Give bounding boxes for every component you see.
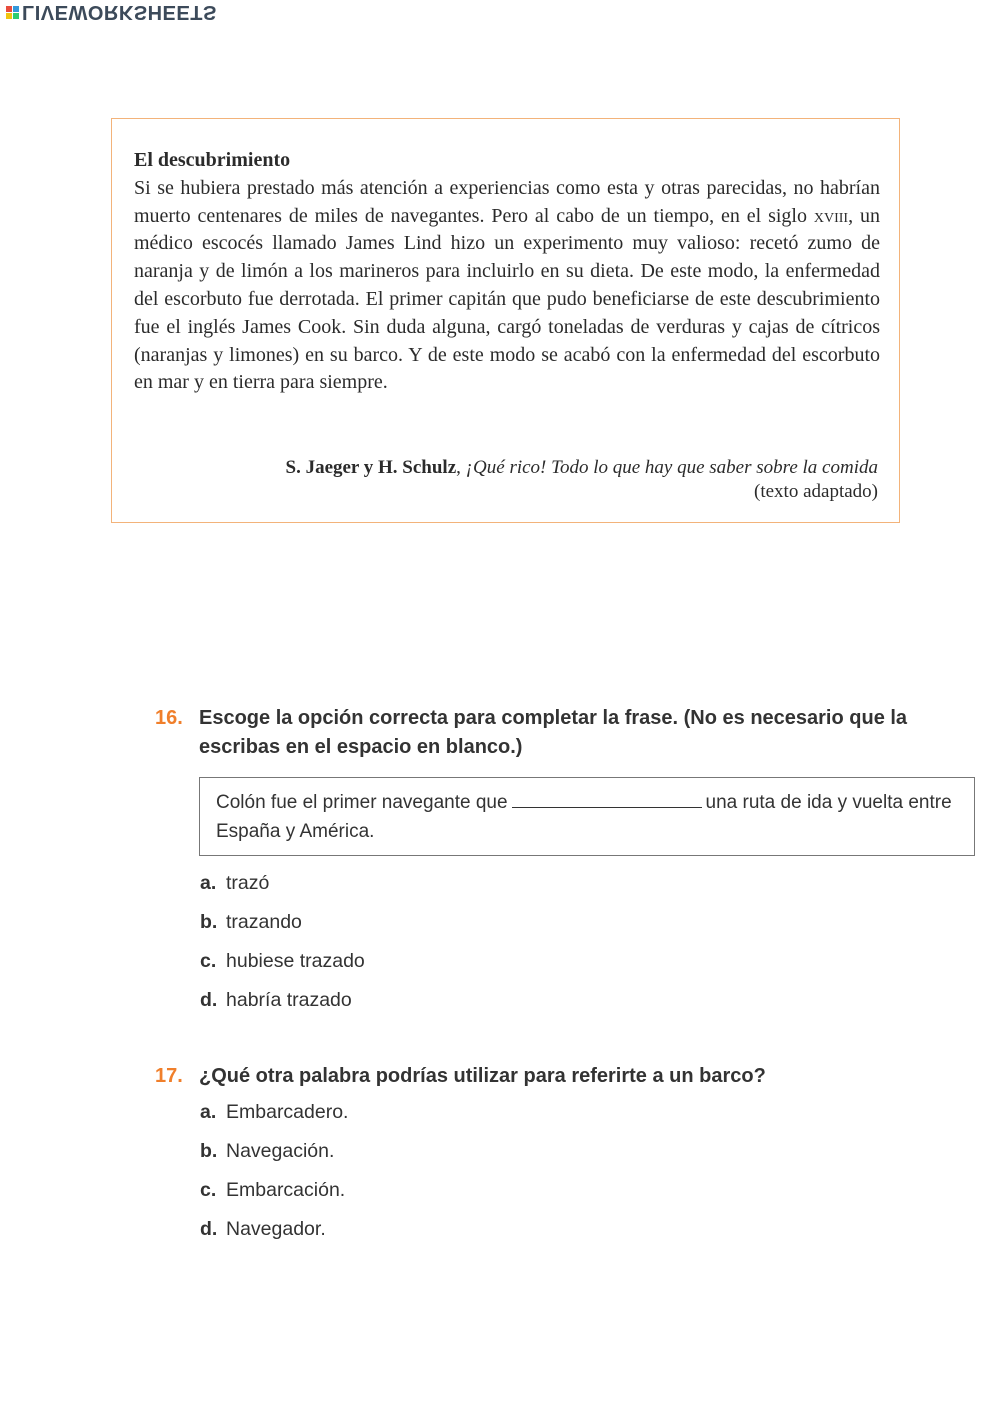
option-text: Navegación. bbox=[226, 1140, 335, 1162]
sentence-prompt-box bbox=[199, 777, 975, 856]
question-number: 16. bbox=[155, 707, 183, 729]
question-17 bbox=[155, 1062, 980, 1257]
option-c[interactable] bbox=[200, 1179, 980, 1218]
reading-title: El descubrimiento bbox=[134, 149, 291, 171]
option-c[interactable] bbox=[200, 950, 980, 989]
option-d[interactable] bbox=[200, 1218, 980, 1257]
century-numeral: xviii bbox=[813, 204, 849, 227]
attribution-authors: S. Jaeger y H. Schulz bbox=[285, 457, 457, 478]
option-letter: d. bbox=[200, 989, 218, 1011]
option-a[interactable] bbox=[200, 872, 980, 911]
attribution-adapted-note: (texto adaptado) bbox=[754, 481, 878, 502]
option-letter: a. bbox=[200, 872, 217, 894]
attribution-book-title: ¡Qué rico! Todo lo que hay que saber sobre la comida bbox=[465, 457, 878, 478]
liveworksheets-logo bbox=[6, 2, 217, 22]
options-list bbox=[200, 872, 980, 1028]
reading-passage-box bbox=[111, 118, 900, 523]
option-letter: a. bbox=[200, 1101, 217, 1123]
question-number: 17. bbox=[155, 1065, 183, 1087]
option-d[interactable] bbox=[200, 989, 980, 1028]
option-text: trazando bbox=[226, 911, 302, 933]
option-letter: c. bbox=[200, 1179, 217, 1201]
option-b[interactable] bbox=[200, 1140, 980, 1179]
option-letter: b. bbox=[200, 911, 218, 933]
option-text: Embarcación. bbox=[226, 1179, 346, 1201]
prompt-after-blank: una ruta de ida y vuelta entre España y América. bbox=[216, 792, 952, 842]
option-letter: b. bbox=[200, 1140, 218, 1162]
reading-body-part1: Si se hubiera prestado más atención a experiencias como esta y otras parecidas, no habrían muerto centenares de miles de navegantes. Pero al cabo de un tiempo, en el siglo bbox=[134, 176, 880, 227]
options-list bbox=[200, 1101, 980, 1257]
fill-in-blank[interactable] bbox=[512, 789, 702, 808]
reading-body bbox=[134, 175, 880, 397]
option-text: hubiese trazado bbox=[226, 950, 365, 972]
attribution bbox=[286, 456, 879, 504]
question-16 bbox=[155, 704, 980, 1028]
option-letter: d. bbox=[200, 1218, 218, 1240]
reading-body-part2: , un médico escocés llamado James Lind hizo un experimento muy valioso: recetó zumo de naranja y de limón a los marineros para incluirlo en su dieta. De este modo, la enfermedad del escorbuto fue derrotada. El primer capitán que pudo beneficiarse de este descubrimiento fue el inglés James Cook. Sin duda alguna, cargó toneladas de verduras y cajas de cítricos (naranjas y limones) en su barco. Y de este modo se acabó con la enfermedad del escorbuto en mar y en tierra para siempre. bbox=[134, 204, 881, 394]
option-a[interactable] bbox=[200, 1101, 980, 1140]
question-text: Escoge la opción correcta para completar la frase. (No es necesario que la escribas en el espacio en blanco.) bbox=[199, 707, 908, 758]
option-text: trazó bbox=[226, 872, 270, 894]
option-text: habría trazado bbox=[226, 989, 352, 1011]
attribution-separator: , bbox=[456, 457, 466, 478]
option-b[interactable] bbox=[200, 911, 980, 950]
option-text: Navegador. bbox=[226, 1218, 326, 1240]
prompt-before-blank: Colón fue el primer navegante que bbox=[216, 792, 508, 813]
logo-text: LIVEWORKSHEETS bbox=[22, 1, 217, 23]
question-text: ¿Qué otra palabra podrías utilizar para referirte a un barco? bbox=[199, 1065, 766, 1087]
option-text: Embarcadero. bbox=[226, 1101, 349, 1123]
option-letter: c. bbox=[200, 950, 217, 972]
logo-squares-icon bbox=[6, 6, 19, 19]
